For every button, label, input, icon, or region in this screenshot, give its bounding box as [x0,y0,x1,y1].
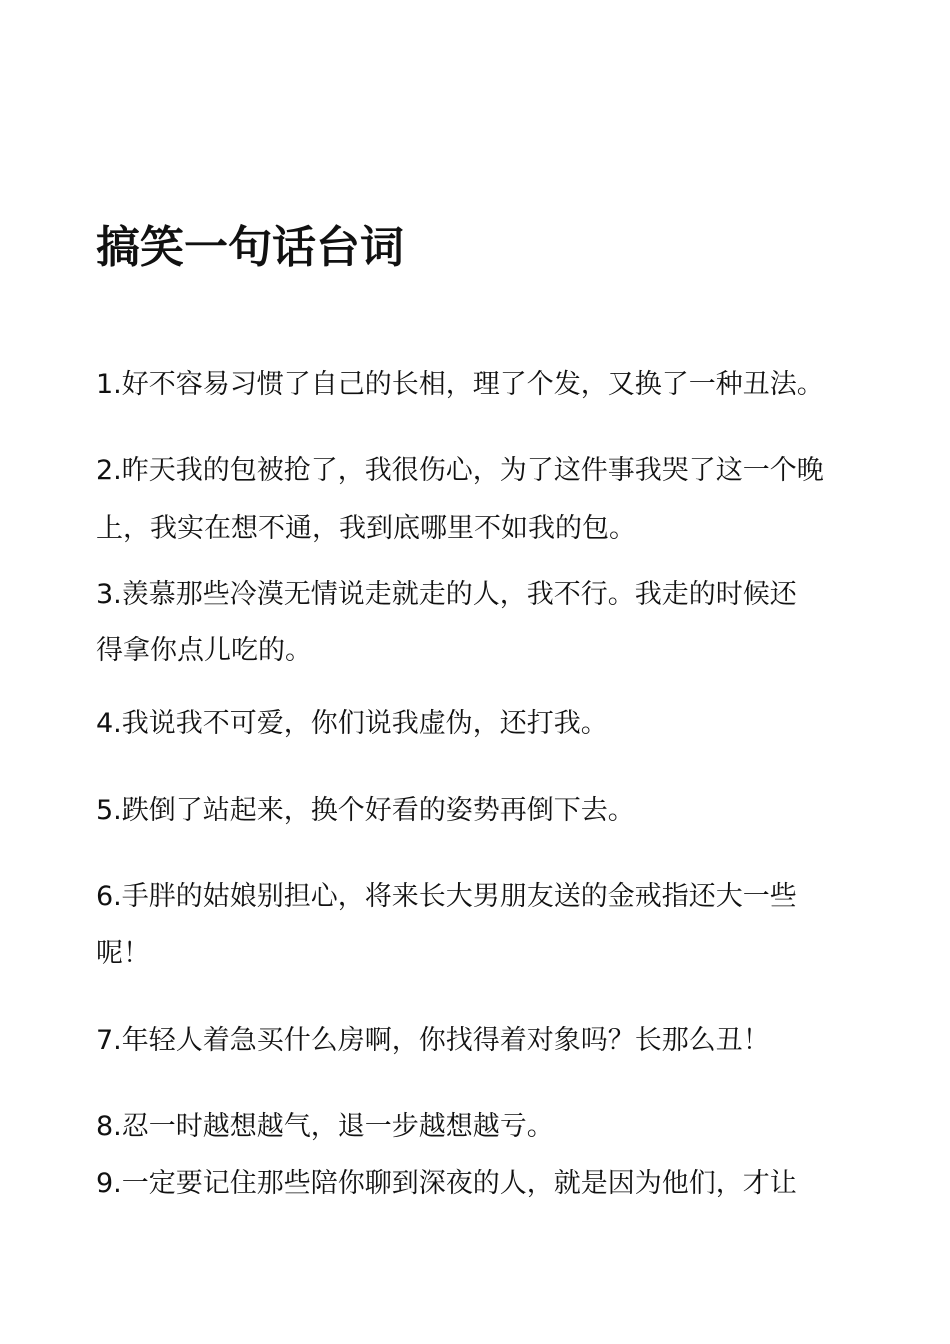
item-5-line-1: 5.跌倒了站起来，换个好看的姿势再倒下去。 [96,795,635,826]
item-7-line-1: 7.年轻人着急买什么房啊，你找得着对象吗？长那么丑！ [96,1025,770,1056]
item-2-line-1: 2.昨天我的包被抢了，我很伤心，为了这件事我哭了这一个晚 [96,455,824,486]
item-6-line-1: 6.手胖的姑娘别担心，将来长大男朋友送的金戒指还大一些 [96,881,797,912]
page-title: 搞笑一句话台词 [96,222,404,273]
item-3-line-2: 得拿你点儿吃的。 [96,635,312,666]
item-2-line-2: 上，我实在想不通，我到底哪里不如我的包。 [96,513,636,544]
item-9-line-1: 9.一定要记住那些陪你聊到深夜的人，就是因为他们，才让 [96,1168,797,1199]
item-3-line-1: 3.羡慕那些冷漠无情说走就走的人，我不行。我走的时候还 [96,579,797,610]
item-4-line-1: 4.我说我不可爱，你们说我虚伪，还打我。 [96,708,608,739]
item-6-line-2: 呢！ [96,938,150,969]
item-1-line-1: 1.好不容易习惯了自己的长相，理了个发，又换了一种丑法。 [96,369,824,400]
item-8-line-1: 8.忍一时越想越气，退一步越想越亏。 [96,1111,554,1142]
